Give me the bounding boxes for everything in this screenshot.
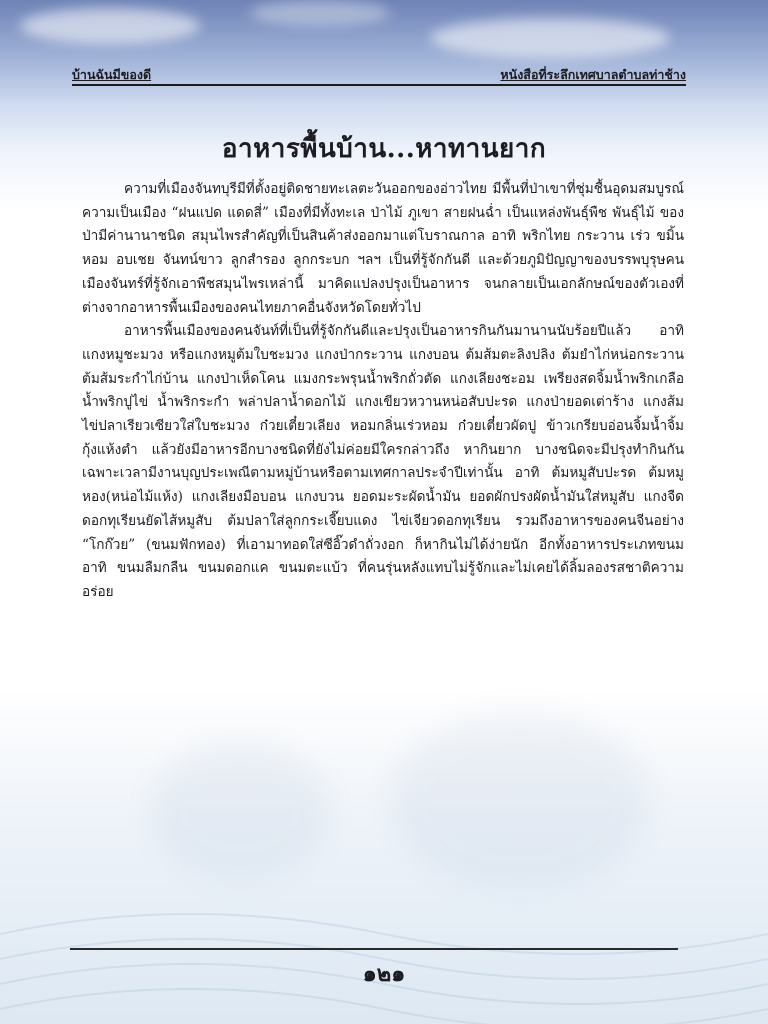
page-header: [72, 64, 686, 86]
paragraph: อาหารพื้นเมืองของคนจันท์ที่เป็นที่รู้จักกันดีและปรุงเป็นอาหารกินกันมานานนับร้อยปีแล้ว อาทิ แกงหมูชะมวง หรือแกงหมูต้มใบชะมวง แกงป่ากระวาน แกงบอน ต้มส้มตะลิงปลิง ต้มยำไก่หน่อกระวาน ต้มส้มระกำไก่บ้าน แกงป่าเห็ดโคน แมงกระพรุนน้ำพริกถั่วตัด แกงเลียงชะอม เพรียงสดจิ้มน้ำพริกเกลือ น้ำพริกปูไข่ น้ำพริกระกำ พล่าปลาน้ำดอกไม้ แกงเขียวหวานหน่อสับปะรด แกงป่ายอดเต่าร้าง แกงส้มไข่ปลาเรียวเซียวใส่ใบชะมวง ก๋วยเตี๋ยวเลียง หอมกลิ่นเร่วหอม ก๋วยเตี๋ยวผัดปู ข้าวเกรียบอ่อนจิ้มน้ำจิ้มกุ้งแห้งตำ แล้วยังมีอาหารอีกบางชนิดที่ยังไม่ค่อยมีใครกล่าวถึง หากินยาก บางชนิดจะมีปรุงทำกินกันเฉพาะเวลามีงานบุญประเพณีตามหมู่บ้านหรือตามเทศกาลประจำปีเท่านั้น อาทิ ต้มหมูสับปะรด ต้มหมูหอง(หน่อไม้แห้ง) แกงเลียงมือบอน แกงบวน ยอดมะระผัดน้ำมัน ยอดผักปรงผัดน้ำมันใส่หมูสับ แกงจืดดอกทุเรียนยัดไส้หมูสับ ต้มปลาใส่ลูกกระเจี๊ยบแดง ไข่เจียวดอกทุเรียน รวมถึงอาหารของคนจีนอย่าง “โกก๊วย” (ขนมฟักทอง) ที่เอามาทอดใส่ซีอิ๊วดำถั่วงอก ก็หากินไม่ได้ง่ายนัก อีกทั้งอาหารประเภทขนม อาทิ ขนมลืมกลืน ขนมดอกแค ขนมตะแบ้ว ที่คนรุ่นหลังแทบไม่รู้จักและไม่เคยได้ลิ้มลองรสชาติความอร่อย: [82, 323, 684, 600]
sky-cloud: [250, 0, 390, 26]
paragraph: ความที่เมืองจันทบุรีมีที่ตั้งอยู่ติดชายทะเลตะวันออกของอ่าวไทย มีพื้นที่ป่าเขาที่ชุ่มชื้นอุดมสมบูรณ์ ความเป็นเมือง “ฝนแปด แดดสี่” เมืองที่มีทั้งทะเล ป่าไม้ ภูเขา สายฝนฉ่ำ เป็นแหล่งพันธุ์พืช พันธุ์ไม้ ของป่ามีค่านานาชนิด สมุนไพรสำคัญที่เป็นสินค้าส่งออกมาแต่โบราณกาล อาทิ พริกไทย กระวาน เร่ว ขมิ้นหอม อบเชย จันทน์ขาว ลูกสำรอง ลูกกระบก ฯลฯ เป็นที่รู้จักกันดี และด้วยภูมิปัญญาของบรรพบุรุษคนเมืองจันทร์ที่รู้จักเอาพืชสมุนไพรเหล่านี้ มาคิดแปลงปรุงเป็นอาหาร จนกลายเป็นเอกลักษณ์ของตัวเองที่ต่างจากอาหารพื้นเมืองของคนไทยภาคอื่นจังหวัดโดยทั่วไป: [82, 181, 684, 316]
header-section-title: บ้านฉันมีของดี: [72, 67, 152, 82]
page-number: ๑๒๑: [362, 961, 406, 987]
footer-rule: [70, 948, 678, 950]
page-title: อาหารพื้นบ้าน...หาทานยาก: [221, 134, 547, 164]
sky-cloud: [430, 18, 670, 58]
article-body: [82, 178, 684, 605]
header-book-title: หนังสือที่ระลึกเทศบาลตำบลท่าช้าง: [500, 67, 686, 82]
sky-cloud: [20, 8, 200, 44]
